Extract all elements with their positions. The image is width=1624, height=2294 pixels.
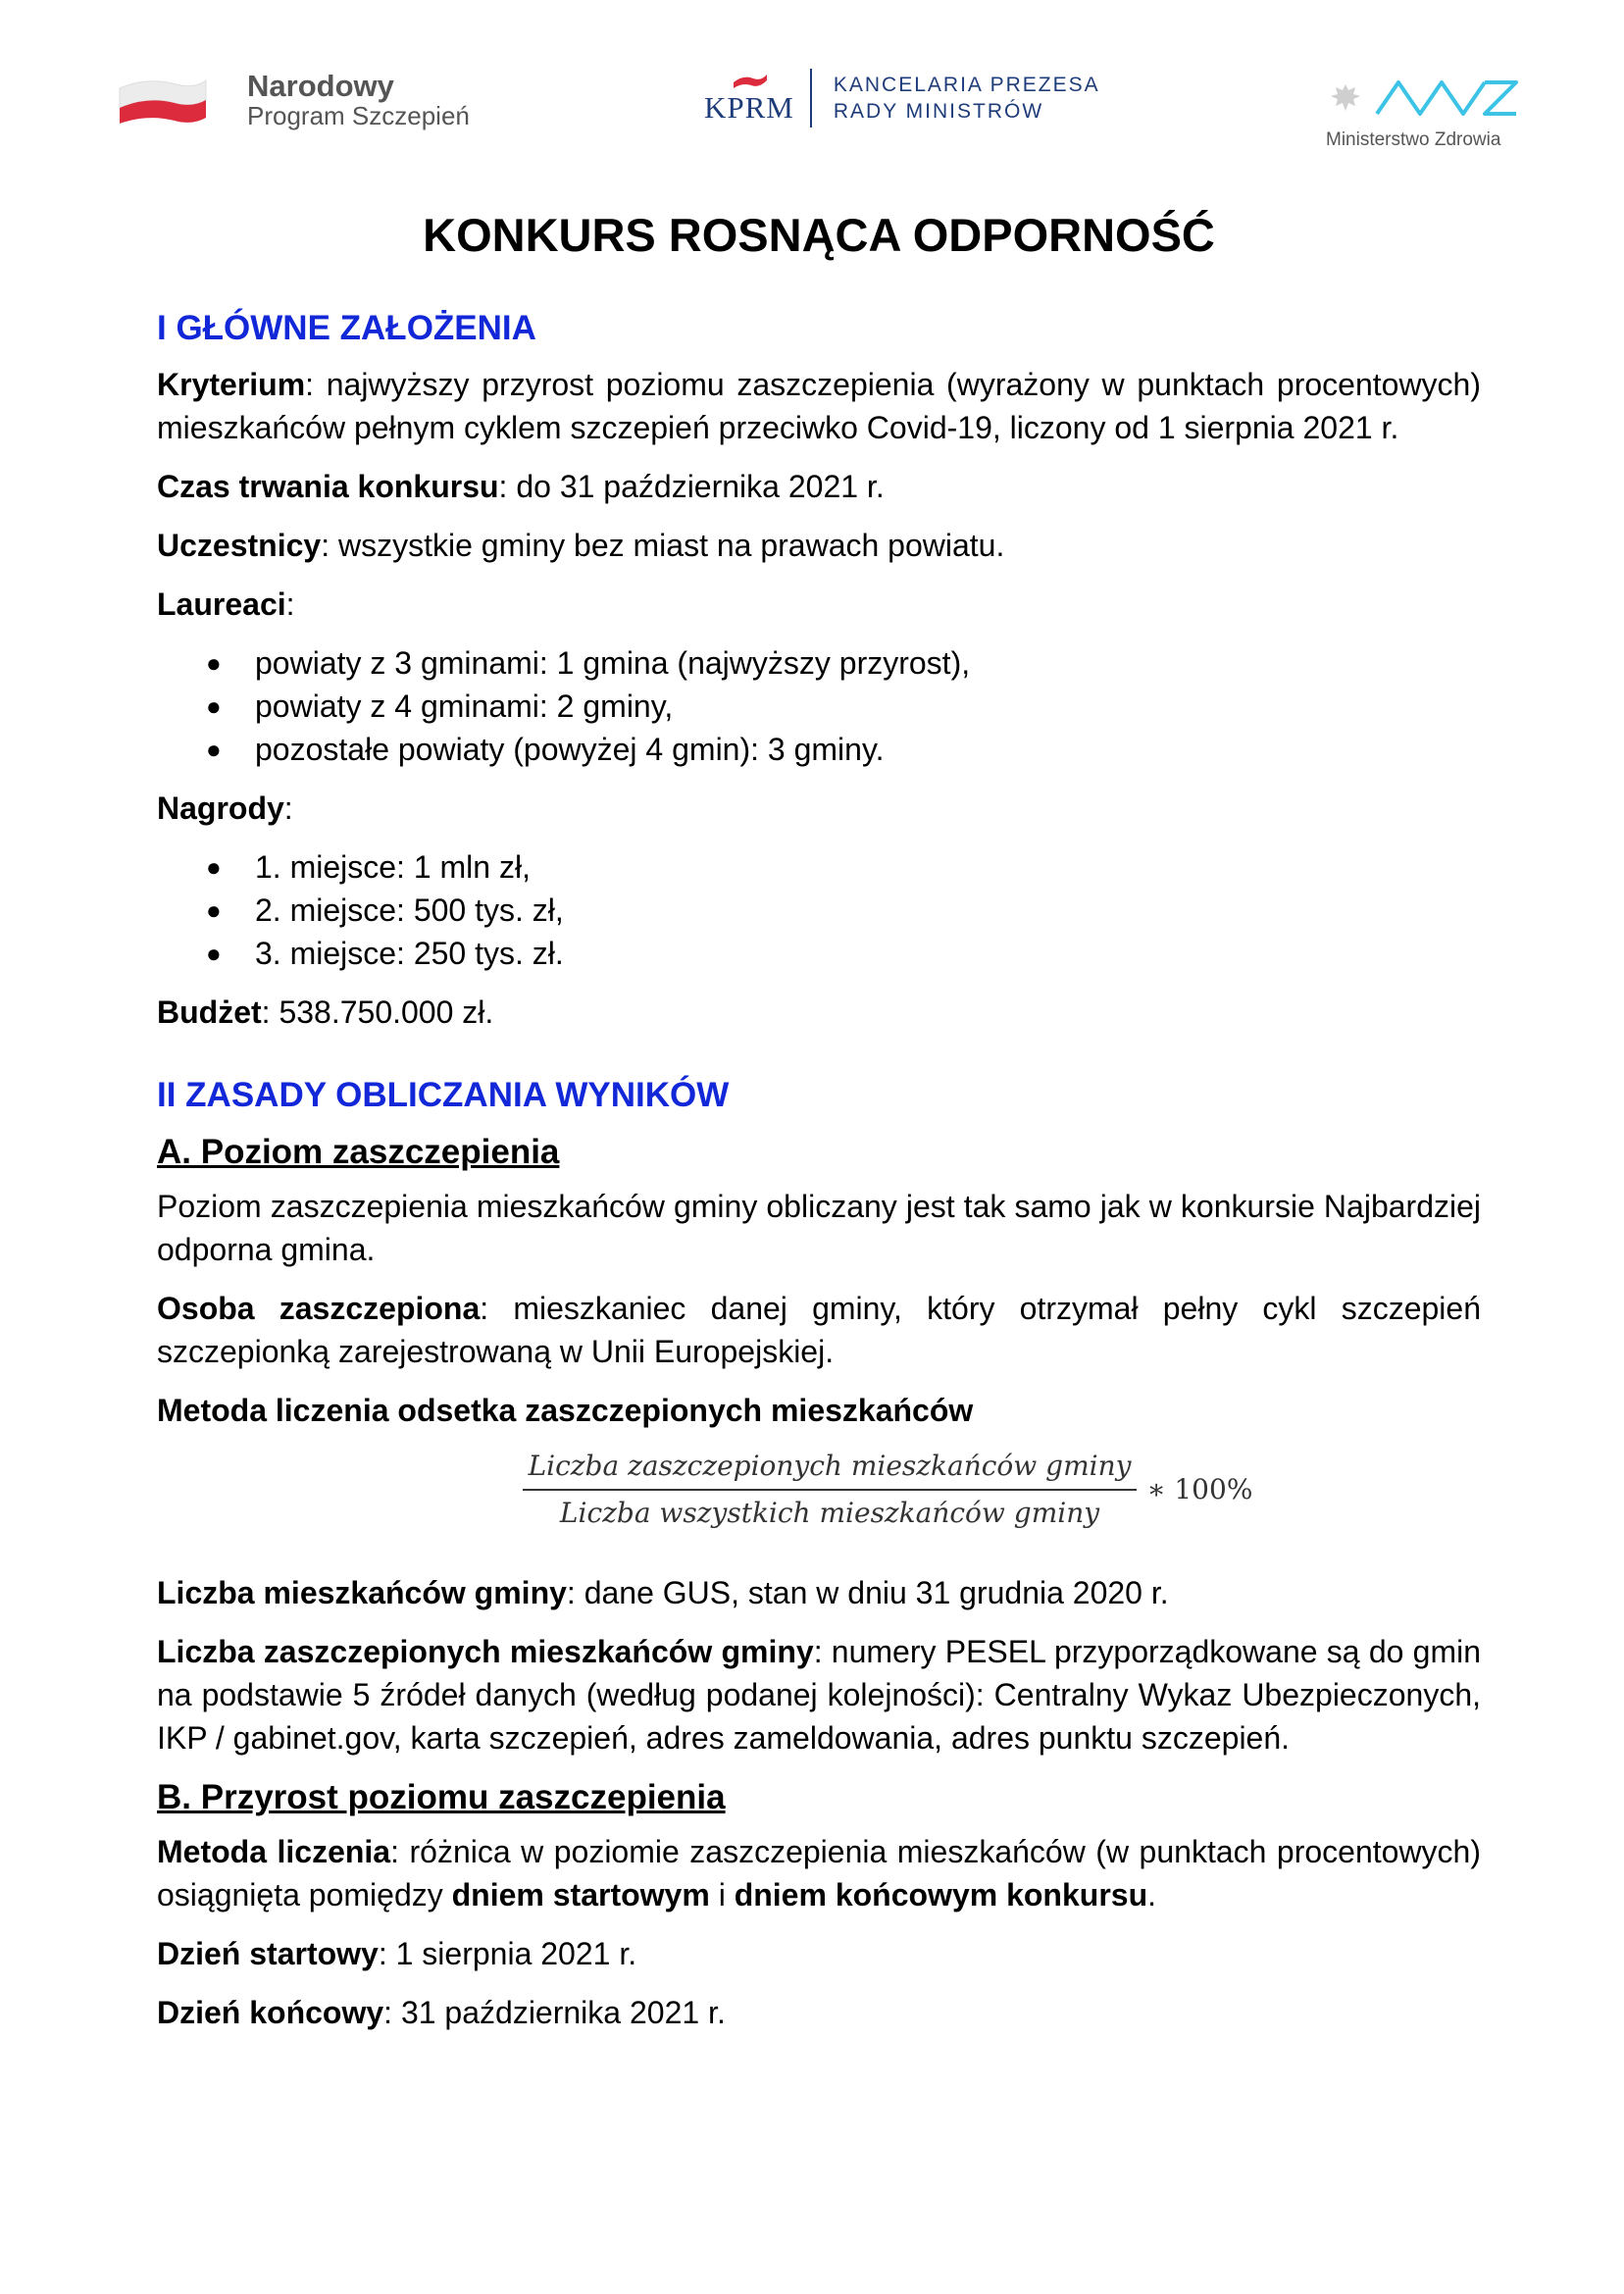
bullet-icon: ● <box>206 895 222 925</box>
formula-multiplier: ∗ 100% <box>1146 1473 1253 1505</box>
dzien-startowy-paragraph <box>157 1932 1481 1975</box>
dzien-startowy-emphasis: dniem startowym <box>451 1877 710 1912</box>
formula-denominator: Liczba wszystkich mieszkańców gminy <box>559 1497 1100 1529</box>
laureaci-item-text: powiaty z 3 gminami: 1 gmina (najwyższy przyrost), <box>255 645 971 681</box>
nagrody-item-text: 3. miejsce: 250 tys. zł. <box>255 936 564 971</box>
bullet-icon: ● <box>206 691 222 721</box>
nps-logo <box>118 71 470 129</box>
laureaci-label: Laureaci <box>157 586 286 622</box>
czas-label: Czas trwania konkursu <box>157 469 499 504</box>
metoda-odsetka-label: Metoda liczenia odsetka zaszczepionych mieszkańców <box>157 1393 974 1428</box>
metoda-liczenia-label: Metoda liczenia <box>157 1834 391 1869</box>
liczba-mieszkancow-paragraph <box>157 1571 1481 1614</box>
metoda-odsetka-paragraph <box>157 1389 1481 1432</box>
liczba-zaszczepionych-paragraph <box>157 1630 1481 1759</box>
kprm-logo <box>704 69 1100 127</box>
bullet-icon: ● <box>206 852 222 882</box>
polish-flag-icon <box>118 75 208 126</box>
flag-mark-icon <box>730 71 769 92</box>
bullet-icon: ● <box>206 648 222 678</box>
mz-logo <box>1326 73 1520 151</box>
dzien-koncowy-text: : 31 października 2021 r. <box>383 1995 726 2030</box>
kryterium-paragraph <box>157 363 1481 449</box>
dzien-koncowy-paragraph <box>157 1991 1481 2034</box>
laureaci-text: : <box>285 586 295 622</box>
kprm-abbreviation: KPRM <box>704 90 794 125</box>
liczba-zaszczepionych-text: : numery PESEL przyporządkowane są do gmin na podstawie 5 źródeł danych (według podanej kolejności): Centralny Wykaz Ubezpieczonych, IKP / gabinet.gov, karta szczepień, adres zameldowania, adres punktu szczepień. <box>157 1634 1482 1756</box>
metoda-liczenia-end: . <box>1147 1877 1156 1912</box>
nps-name-line1: Narodowy <box>247 69 394 103</box>
budzet-paragraph <box>157 991 1481 1034</box>
kprm-divider <box>810 69 812 127</box>
osoba-paragraph <box>157 1287 1481 1373</box>
kryterium-text: : najwyższy przyrost poziomu zaszczepienia (wyrażony w punktach procentowych) mieszkańców pełnym cyklem szczepień przeciwko Covid-19, liczony od 1 sierpnia 2021 r. <box>157 367 1481 445</box>
laureaci-item-text: powiaty z 4 gminami: 2 gminy, <box>255 688 674 724</box>
uczestnicy-label: Uczestnicy <box>157 528 322 563</box>
czas-paragraph <box>157 465 1481 508</box>
dzien-koncowy-emphasis: dniem końcowym konkursu <box>734 1877 1148 1912</box>
formula-fraction <box>523 1448 1138 1532</box>
nagrody-item-text: 1. miejsce: 1 mln zł, <box>255 849 531 885</box>
subsection-b-heading: B. Przyrost poziomu zaszczepienia <box>157 1778 726 1816</box>
nagrody-paragraph <box>157 787 1481 830</box>
czas-text: : do 31 października 2021 r. <box>498 469 885 504</box>
bullet-icon: ● <box>206 939 222 968</box>
document-title: KONKURS ROSNĄCA ODPORNOŚĆ <box>423 209 1215 261</box>
uczestnicy-text: : wszystkie gminy bez miast na prawach powiatu. <box>321 528 1005 563</box>
formula-numerator: Liczba zaszczepionych mieszkańców gminy <box>528 1450 1132 1482</box>
budzet-label: Budżet <box>157 994 262 1030</box>
section1-heading: I GŁÓWNE ZAŁOŻENIA <box>157 309 536 347</box>
list-item <box>206 685 1481 728</box>
eagle-emblem-icon <box>1326 78 1365 118</box>
subsection-a-heading: A. Poziom zaszczepienia <box>157 1133 560 1171</box>
metoda-liczenia-conjunction: i <box>709 1877 735 1912</box>
metoda-liczenia-paragraph <box>157 1830 1481 1916</box>
liczba-mieszkancow-text: : dane GUS, stan w dniu 31 grudnia 2020 r. <box>566 1575 1169 1610</box>
kprm-name-line2: RADY MINISTRÓW <box>833 100 1044 123</box>
kryterium-label: Kryterium <box>157 367 306 402</box>
bullet-icon: ● <box>206 735 222 764</box>
header-logos <box>0 59 1624 167</box>
nagrody-label: Nagrody <box>157 790 284 826</box>
kprm-name-line1: KANCELARIA PREZESA <box>833 73 1100 96</box>
osoba-text: : mieszkaniec danej gminy, który otrzymał pełny cykl szczepień szczepionką zarejestrowaną w Unii Europejskiej. <box>157 1291 1482 1369</box>
list-item <box>206 728 1481 771</box>
metoda-liczenia-text: : różnica w poziomie zaszczepienia mieszkańców (w punktach procentowych) osiągnięta pomiędzy <box>157 1834 1482 1912</box>
list-item <box>206 641 1481 685</box>
dzien-startowy-label: Dzień startowy <box>157 1936 379 1971</box>
laureaci-list <box>157 641 1481 771</box>
liczba-mieszkancow-label: Liczba mieszkańców gminy <box>157 1575 567 1610</box>
nagrody-text: : <box>283 790 293 826</box>
list-item <box>206 845 1481 889</box>
liczba-zaszczepionych-label: Liczba zaszczepionych mieszkańców gminy <box>157 1634 814 1669</box>
list-item <box>206 932 1481 975</box>
nps-name-line2: Program Szczepień <box>247 100 470 130</box>
osoba-label: Osoba zaszczepiona <box>157 1291 481 1326</box>
list-item <box>206 889 1481 932</box>
section2-heading: II ZASADY OBLICZANIA WYNIKÓW <box>157 1076 730 1114</box>
dzien-startowy-text: : 1 sierpnia 2021 r. <box>378 1936 637 1971</box>
mz-wave-mark-icon <box>1373 73 1520 124</box>
budzet-text: : 538.750.000 zł. <box>261 994 494 1030</box>
laureaci-paragraph <box>157 583 1481 626</box>
poziom-intro-paragraph: Poziom zaszczepienia mieszkańców gminy obliczany jest tak samo jak w konkursie Najbardziej odporna gmina. <box>157 1189 1481 1267</box>
document-body <box>157 206 1481 2050</box>
nagrody-item-text: 2. miejsce: 500 tys. zł, <box>255 892 564 928</box>
nagrody-list <box>157 845 1481 975</box>
dzien-koncowy-label: Dzień końcowy <box>157 1995 384 2030</box>
laureaci-item-text: pozostałe powiaty (powyżej 4 gmin): 3 gminy. <box>255 732 885 767</box>
mz-name: Ministerstwo Zdrowia <box>1326 129 1501 150</box>
uczestnicy-paragraph <box>157 524 1481 567</box>
vaccination-rate-formula <box>294 1448 1481 1532</box>
